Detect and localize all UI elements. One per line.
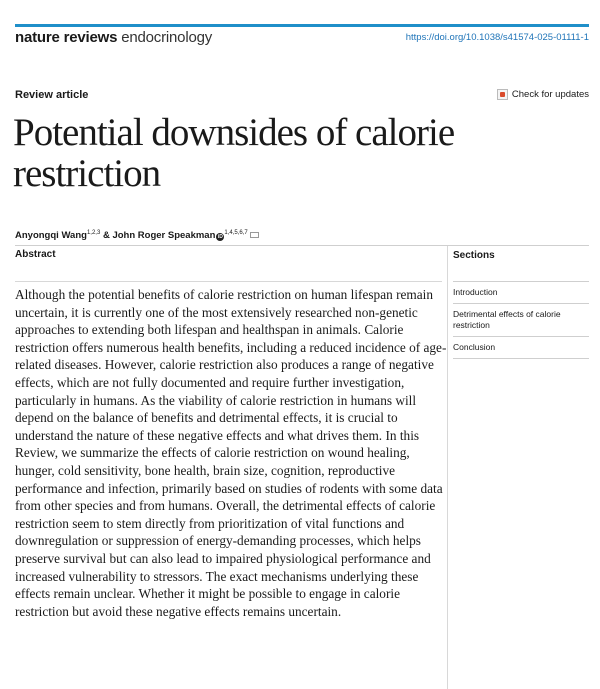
brand-bold: nature reviews [15, 29, 118, 46]
author-name[interactable]: Anyongqi Wang [15, 230, 87, 241]
abstract-heading: Abstract [15, 249, 56, 260]
author-affiliation: 1,4,5,6,7 [224, 230, 248, 236]
abstract-text: Although the potential benefits of calorie restriction on human lifespan remain uncertain, it is currently one of the most extensively researched non-genetic approaches to extending both lifespan and healthspan in animals. Calorie restriction offers numerous health benefits, including a reduced incidence of age-related diseases. However, calorie restriction also produces a range of negative effects, which are not fully documented and require further investigation, particularly in humans. As the viability of calorie restriction in humans will depend on the balance of benefits and detrimental effects, it is crucial to understand the nature of these negative effects and what drives them. In this Review, we summarize the effects of calorie restriction on wound healing, hunger, cold sensitivity, bone health, brain size, cognition, reproductive performance and infection, primarily based on studies of rodents with some data from other species and from humans. Overall, the detrimental effects of calorie restriction seem to stem directly from prioritization of vital functions and downregulation or suppression of energy-demanding processes, which helps preserve survival but can also lead to impaired physiological performance and increased vulnerability to stressors. The exact mechanisms underlying these effects remain unclear. Whether it might be possible to engage in calorie restriction but avoid these negative effects remains uncertain. [15, 287, 447, 619]
author-list [15, 230, 259, 241]
orcid-icon[interactable]: iD [217, 234, 223, 240]
brand-light: endocrinology [121, 29, 213, 46]
doi-link[interactable]: https://doi.org/10.1038/s41574-025-01111-1 [405, 32, 589, 43]
check-updates-button[interactable] [497, 89, 589, 100]
sections-heading: Sections [453, 250, 495, 261]
journal-brand[interactable] [15, 29, 212, 46]
email-icon[interactable] [250, 232, 259, 238]
check-updates-icon [497, 89, 508, 100]
check-updates-label: Check for updates [511, 89, 589, 100]
journal-accent-bar [15, 24, 589, 27]
section-link-introduction[interactable]: Introduction [453, 282, 589, 304]
article-type: Review article [15, 89, 89, 101]
page-title: Potential downsides of calorie restriction [13, 111, 455, 195]
author-affiliation: 1,2,3 [86, 230, 101, 236]
sections-nav [453, 281, 589, 359]
author-name[interactable]: John Roger Speakman [112, 230, 216, 241]
author-separator: & [100, 230, 113, 241]
section-link-detrimental-effects[interactable]: Detrimental effects of calorie restriction [453, 304, 589, 337]
header-divider [15, 245, 589, 246]
column-divider [447, 246, 448, 689]
abstract-divider [15, 281, 442, 282]
section-link-conclusion[interactable]: Conclusion [453, 337, 589, 359]
